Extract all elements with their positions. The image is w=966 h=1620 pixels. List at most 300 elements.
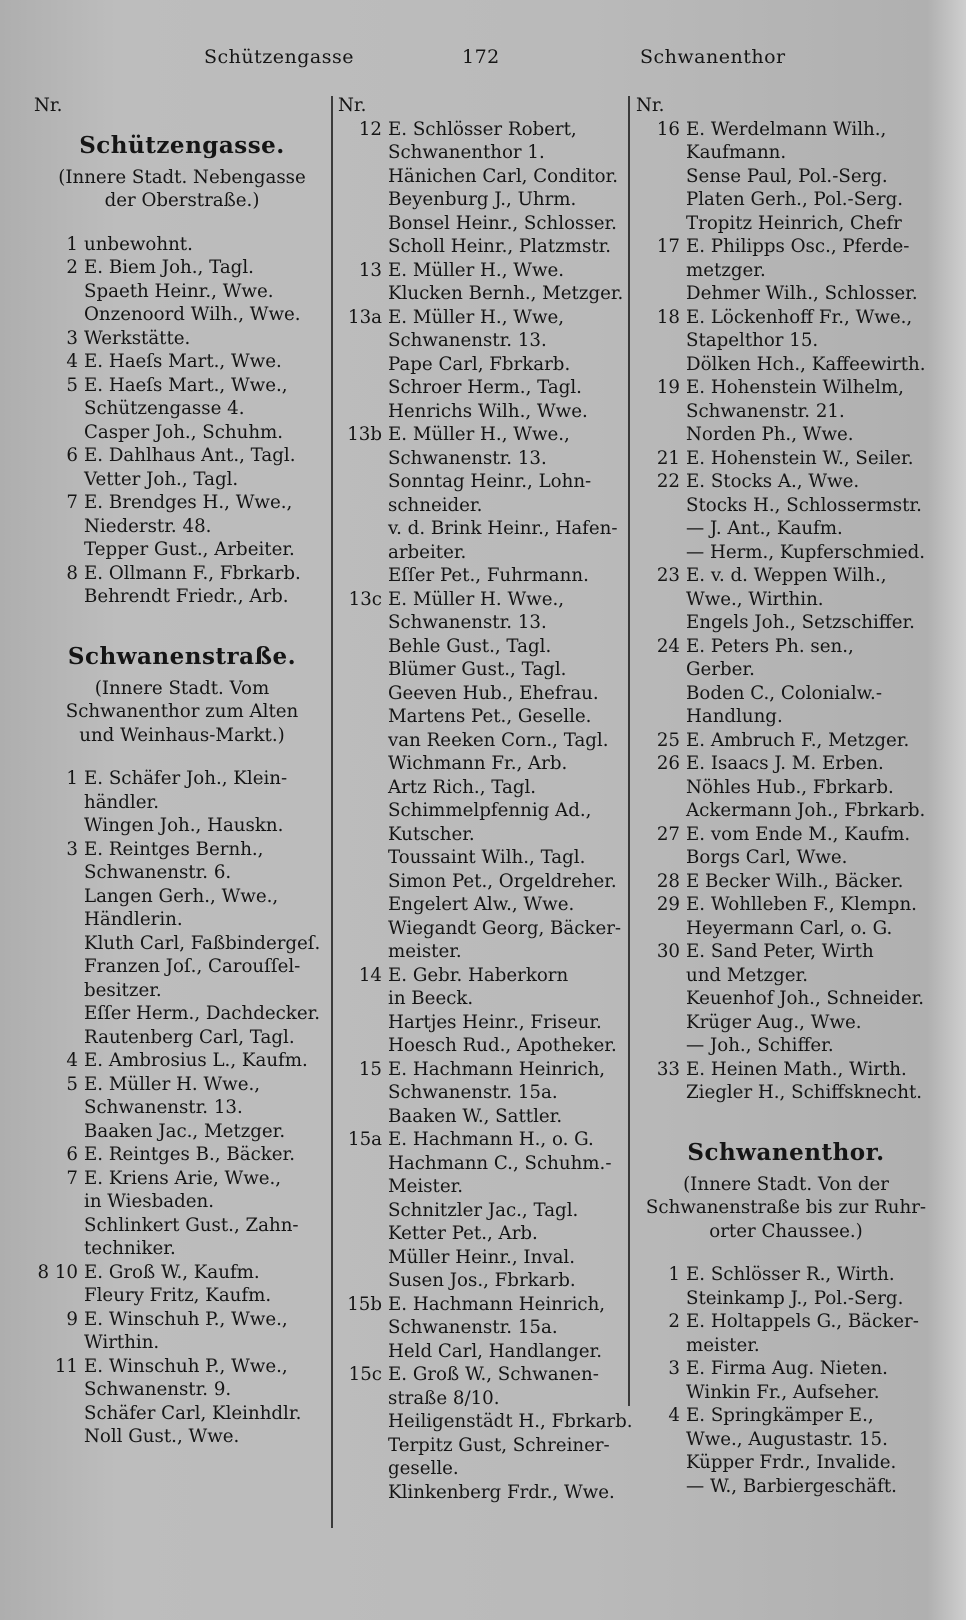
entry-text: Borgs Carl, Wwe. [686,847,848,868]
directory-entry [34,233,330,257]
house-number: 13a [348,306,382,328]
directory-entry [338,376,628,400]
house-number: 1 [668,1264,680,1285]
directory-entry [34,1308,330,1332]
entry-text: Heyermann Carl, o. G. [686,917,893,939]
page-number: 172 [462,46,500,68]
entry-text: Wichmann Fr., Arb. [388,753,568,774]
directory-entry [636,940,936,964]
directory-entry [636,259,936,283]
directory-entry [338,118,628,142]
entry-text: E. Brendges H., Wwe., [84,492,293,513]
entry-text: Norden Ph., Wwe. [686,424,854,445]
house-number: 23 [656,565,680,586]
house-number: 18 [656,306,680,328]
entry-text: Baaken Jac., Metzger. [84,1120,286,1142]
house-number: 13b [347,424,382,445]
entry-text: Steinkamp J., Pol.-Serg. [686,1287,904,1309]
entry-text: Schwanenstr. 13. [388,447,547,469]
directory-entry [34,1167,330,1191]
directory-entry [338,1058,628,1082]
entry-text: E. Winschuh P., Wwe., [84,1308,288,1330]
entry-list [636,118,936,1105]
entry-text: E. Werdelmann Wilh., [686,118,887,140]
entry-text: E. Ambruch F., Metzger. [686,729,910,751]
directory-entry [338,1034,628,1058]
note-line: orter Chaussee.) [709,1220,863,1242]
note-line: der Oberstraße.) [104,190,260,211]
entry-text: E. Springkämper E., [686,1405,874,1426]
entry-text: E. vom Ende M., Kaufm. [686,823,911,845]
entry-text: E. Löckenhoff Fr., Wwe., [686,306,913,328]
entry-text: Rautenberg Carl, Tagl. [84,1026,295,1048]
entry-text: Wwe., Augustastr. 15. [686,1428,888,1450]
entry-text: meister. [388,941,462,962]
entry-text: Susen Jos., Fbrkarb. [388,1270,576,1291]
directory-entry [636,306,936,330]
entry-text: E. Kriens Arie, Wwe., [84,1167,282,1189]
directory-entry [34,468,330,492]
directory-entry [636,729,936,753]
note-line: Schwanenthor zum Alten [65,701,299,722]
entry-text: E. Stocks A., Wwe. [686,471,860,492]
directory-entry [636,1310,936,1334]
directory-entry [338,1152,628,1176]
directory-entry [338,282,628,306]
directory-entry [338,259,628,283]
entry-text: Wwe., Wirthin. [686,588,824,610]
entry-text: Pape Carl, Fbrkarb. [388,353,571,375]
directory-entry [34,1049,330,1073]
directory-entry [338,705,628,729]
directory-entry [636,423,936,447]
directory-entry [338,635,628,659]
entry-text: E. Müller H. Wwe., [84,1073,261,1095]
entry-text: Franzen Joſ., Carouſſel- [84,956,301,977]
directory-entry [636,564,936,588]
entry-text: Schäfer Carl, Kleinhdlr. [84,1402,302,1424]
entry-text: Behrendt Friedr., Arb. [84,586,289,607]
entry-text: Hartjes Heinr., Friseur. [388,1011,602,1033]
house-number: 8 [66,562,78,584]
directory-entry [338,658,628,682]
entry-text: E. Heinen Math., Wirth. [686,1058,907,1080]
entry-text: Sonntag Heinr., Lohn- [388,471,592,492]
entry-text: E. Müller H., Wwe., [388,424,570,445]
directory-entry [338,141,628,165]
entry-text: unbewohnt. [84,233,193,255]
entry-text: Schwanenthor 1. [388,142,545,163]
entry-text: Eſſer Herm., Dachdecker. [84,1003,321,1024]
entry-text: E. Hachmann Heinrich, [388,1058,606,1080]
entry-text: E. Holtappels G., Bäcker- [686,1311,919,1332]
entry-text: Simon Pet., Orgeldreher. [388,870,617,892]
column-3 [636,94,936,1498]
entry-text: Schwanenstr. 9. [84,1379,232,1400]
house-number: 29 [656,894,680,915]
house-number: 16 [656,118,680,140]
house-number: 8 10 [37,1261,78,1283]
entry-text: E. Hachmann H., o. G. [388,1129,594,1150]
directory-entry [34,1120,330,1144]
entry-text: Tepper Gust., Arbeiter. [84,539,295,560]
entry-text: E. Reintges B., Bäcker. [84,1144,296,1165]
house-number: 6 [66,1144,78,1165]
entry-text: Schnitzler Jac., Tagl. [388,1199,579,1221]
directory-entry [636,846,936,870]
entry-text: E. Hachmann Heinrich, [388,1293,606,1315]
house-number: 7 [66,492,78,513]
entry-text: Spaeth Heinr., Wwe. [84,280,274,302]
directory-entry [338,1481,628,1505]
entry-text: Held Carl, Handlanger. [388,1340,603,1362]
entry-text: Ackermann Joh., Fbrkarb. [686,800,926,821]
entry-text: Boden C., Colonialw.- [686,682,882,704]
entry-text: — W., Barbiergeschäft. [686,1475,897,1497]
entry-text: Werkstätte. [84,327,191,349]
entry-text: v. d. Brink Heinr., Hafen- [388,518,618,539]
directory-entry [636,776,936,800]
entry-text: Heiligenstädt H., Fbrkarb. [388,1411,633,1432]
directory-entry [338,1410,633,1434]
entry-text: und Metzger. [686,964,809,986]
directory-entry [338,470,628,494]
directory-entry [338,1434,628,1458]
directory-entry [34,979,330,1003]
directory-entry [636,282,936,306]
entry-list [338,118,633,1505]
entry-text: E. Isaacs J. M. Erben. [686,753,884,774]
directory-entry [636,447,936,471]
house-number: 3 [66,838,78,860]
directory-entry [34,374,330,398]
directory-entry [636,376,936,400]
directory-entry [34,280,330,304]
directory-entry [636,893,936,917]
entry-text: Vetter Joh., Tagl. [84,468,239,490]
directory-entry [34,350,330,374]
directory-entry [338,212,628,236]
directory-entry [636,1381,936,1405]
entry-text: E. Schlösser Robert, [388,118,577,140]
directory-entry [338,1105,628,1129]
entry-text: E. Ambrosius L., Kaufm. [84,1050,308,1071]
directory-entry [636,964,936,988]
entry-list [34,767,330,1449]
note-line: und Weinhaus-Markt.) [79,724,285,746]
entry-list [636,1263,936,1498]
entry-text: E. Gebr. Haberkorn [388,964,569,986]
entry-text: Schwanenstr. 15a. [388,1082,558,1103]
entry-text: E. Dahlhaus Ant., Tagl. [84,445,296,466]
house-number: 1 [66,233,78,255]
directory-entry [338,1011,628,1035]
entry-text: in Beeck. [388,988,474,1009]
entry-text: E. Philipps Osc., Pferde- [686,236,910,257]
directory-entry [338,1316,628,1340]
directory-entry [34,908,330,932]
column-2 [338,94,633,1504]
entry-text: E. Müller H., Wwe. [388,259,565,281]
entry-text: E. Groß W., Schwanen- [388,1364,599,1385]
entry-text: E. Ollmann F., Fbrkarb. [84,562,301,584]
entry-text: Baaken W., Sattler. [388,1105,563,1127]
directory-entry [34,791,330,815]
entry-text: Schützengasse 4. [84,398,245,419]
entry-text: Martens Pet., Geselle. [388,706,592,727]
house-number: 15a [348,1129,382,1150]
directory-entry [338,1246,628,1270]
directory-entry [338,541,628,565]
directory-entry [636,1451,936,1475]
directory-entry [636,329,936,353]
directory-entry [34,1073,330,1097]
note-line: (Innere Stadt. Nebengasse [58,166,306,188]
entry-text: Klinkenberg Frdr., Wwe. [388,1481,615,1503]
directory-entry [338,917,628,941]
house-number: 4 [66,351,78,372]
directory-entry [636,212,936,236]
directory-entry [636,494,936,518]
entry-text: besitzer. [84,979,162,1001]
entry-text: Beyenburg J., Uhrm. [388,189,577,210]
entry-text: Kluth Carl, Faßbindergeſ. [84,932,321,954]
entry-text: E. Hohenstein W., Seiler. [686,447,914,469]
directory-entry [636,470,936,494]
directory-entry [338,517,628,541]
entry-text: Handlung. [686,706,783,727]
directory-entry [636,1081,936,1105]
directory-entry [636,1034,936,1058]
directory-entry [34,861,330,885]
house-number: 30 [656,941,680,962]
house-number: 3 [668,1358,680,1379]
house-number: 19 [656,377,680,398]
section-note [34,677,330,748]
directory-entry [34,515,330,539]
entry-text: Nöhles Hub., Fbrkarb. [686,776,894,798]
house-number: 21 [656,447,680,469]
directory-entry [34,1214,330,1238]
house-number: 27 [656,823,680,845]
directory-entry [34,397,330,421]
directory-entry [338,893,628,917]
house-number: 4 [668,1405,680,1426]
directory-entry [34,1378,330,1402]
entry-text: — J. Ant., Kaufm. [686,518,843,539]
entry-text: Klucken Bernh., Metzger. [388,283,624,304]
directory-entry [34,955,330,979]
entry-text: Meister. [388,1176,464,1197]
entry-text: Gerber. [686,659,755,680]
entry-text: Blümer Gust., Tagl. [388,659,567,680]
entry-text: Sense Paul, Pol.-Serg. [686,165,888,187]
entry-text: E. Peters Ph. sen., [686,635,854,657]
house-number: 33 [656,1058,680,1080]
house-number: 28 [656,870,680,892]
entry-text: Tropitz Heinrich, Chefr [686,212,902,234]
entry-text: Wirthin. [84,1332,160,1353]
directory-entry [338,776,628,800]
directory-entry [34,1284,330,1308]
house-number: 22 [656,471,680,492]
entry-text: Eſſer Pet., Fuhrmann. [388,565,589,586]
directory-entry [636,1263,936,1287]
house-number: 15b [347,1293,382,1315]
directory-entry [338,400,628,424]
entry-text: Henrichs Wilh., Wwe. [388,400,588,422]
entry-text: Dehmer Wilh., Schlosser. [686,283,918,304]
directory-entry [338,682,628,706]
house-number: 13c [348,588,382,610]
directory-entry [34,1096,330,1120]
directory-entry [338,1387,628,1411]
entry-text: — Joh., Schiffer. [686,1035,834,1056]
directory-entry [34,767,330,791]
house-number: 5 [66,374,78,396]
directory-entry [34,1402,330,1426]
directory-entry [636,1475,936,1499]
directory-entry [636,1058,936,1082]
directory-entry [34,932,330,956]
entry-text: E. Haeſs Mart., Wwe., [84,374,288,396]
running-header-left: Schützengasse [204,46,354,68]
directory-entry [34,444,330,468]
directory-entry [338,353,628,377]
entry-text: schneider. [388,494,483,516]
section-note [34,166,330,213]
entry-text: Onzenoord Wilh., Wwe. [84,304,301,325]
directory-entry [636,1428,936,1452]
directory-entry [338,1293,628,1317]
directory-entry [34,585,330,609]
entry-text: E. Schäfer Joh., Klein- [84,768,288,789]
directory-entry [34,838,330,862]
house-number: 6 [66,445,78,466]
entry-text: Scholl Heinr., Platzmstr. [388,236,612,257]
entry-text: Ketter Pet., Arb. [388,1223,538,1244]
house-number: 12 [358,118,382,140]
house-number: 26 [656,753,680,774]
entry-text: Krüger Aug., Wwe. [686,1011,862,1033]
directory-entry [636,588,936,612]
house-number: 1 [66,768,78,789]
column-nr-label: Nr. [636,95,665,116]
entry-text: E. Müller H., Wwe, [388,306,565,328]
directory-entry [34,1261,330,1285]
note-line: (Innere Stadt. Von der [683,1173,889,1195]
entry-text: Casper Joh., Schuhm. [84,421,284,443]
entry-text: van Reeken Corn., Tagl. [388,729,609,751]
directory-entry [338,964,628,988]
directory-entry [338,564,628,588]
entry-text: Schwanenstr. 15a. [388,1317,558,1338]
entry-text: Toussaint Wilh., Tagl. [388,847,586,868]
entry-text: Ziegler H., Schiffsknecht. [686,1082,923,1103]
directory-entry [34,1331,330,1355]
entry-text: E. Wohlleben F., Klempn. [686,894,917,915]
directory-entry [338,823,628,847]
entry-text: arbeiter. [388,541,467,563]
house-number: 11 [54,1355,78,1377]
column-1 [34,94,330,1449]
directory-entry [338,165,628,189]
directory-entry [34,1190,330,1214]
house-number: 5 [66,1073,78,1095]
entry-text: Wiegandt Georg, Bäcker- [388,917,622,939]
directory-entry [636,235,936,259]
entry-text: Schwanenstr. 6. [84,862,232,883]
directory-entry [338,423,628,447]
directory-entry [338,1199,628,1223]
directory-entry [636,870,936,894]
directory-entry [34,327,330,351]
house-number: 24 [656,635,680,657]
house-number: 17 [656,236,680,257]
entry-text: E. Firma Aug. Nieten. [686,1358,888,1379]
house-number: 9 [66,1308,78,1330]
directory-entry [338,1081,628,1105]
house-number: 2 [66,257,78,278]
directory-entry [338,611,628,635]
entry-text: Schwanenstr. 21. [686,400,845,422]
column-nr-label: Nr. [338,95,367,116]
entry-list [34,233,330,609]
directory-entry [34,491,330,515]
entry-text: E. Reintges Bernh., [84,838,264,860]
directory-entry [338,846,628,870]
entry-text: metzger. [686,259,766,281]
directory-entry [636,682,936,706]
entry-text: Hachmann C., Schuhm.- [388,1152,612,1174]
entry-text: Behle Gust., Tagl. [388,635,552,657]
entry-text: straße 8/10. [388,1387,500,1409]
section-title: Schützengasse. [79,131,285,159]
house-number: 15 [358,1058,382,1080]
entry-text: Langen Gerh., Wwe., [84,885,279,907]
entry-text: Müller Heinr., Inval. [388,1246,576,1268]
directory-entry [34,421,330,445]
directory-entry [338,1363,628,1387]
directory-entry [636,987,936,1011]
house-number: 3 [66,327,78,349]
directory-entry [34,1355,330,1379]
entry-text: techniker. [84,1238,176,1259]
entry-text: E. v. d. Weppen Wilh., [686,565,887,586]
entry-text: E. Müller H. Wwe., [388,588,565,610]
entry-text: Schwanenstr. 13. [388,612,547,633]
entry-text: in Wiesbaden. [84,1191,214,1212]
directory-entry [338,188,628,212]
entry-text: E. Schlösser R., Wirth. [686,1264,895,1285]
entry-text: E. Hohenstein Wilhelm, [686,377,904,398]
house-number: 15c [348,1364,382,1385]
directory-entry [34,256,330,280]
directory-entry [636,635,936,659]
entry-text: — Herm., Kupferschmied. [686,541,926,563]
directory-entry [34,562,330,586]
entry-text: Dölken Hch., Kaffeewirth. [686,353,926,375]
entry-text: Engelert Alw., Wwe. [388,894,575,915]
directory-entry [338,1340,628,1364]
note-line: (Innere Stadt. Vom [94,677,270,699]
entry-text: Kutscher. [388,823,475,845]
directory-entry [338,588,628,612]
section-note [636,1173,936,1244]
directory-entry [34,885,330,909]
entry-text: Engels Joh., Setzschiffer. [686,612,915,633]
entry-text: E. Groß W., Kaufm. [84,1261,260,1283]
